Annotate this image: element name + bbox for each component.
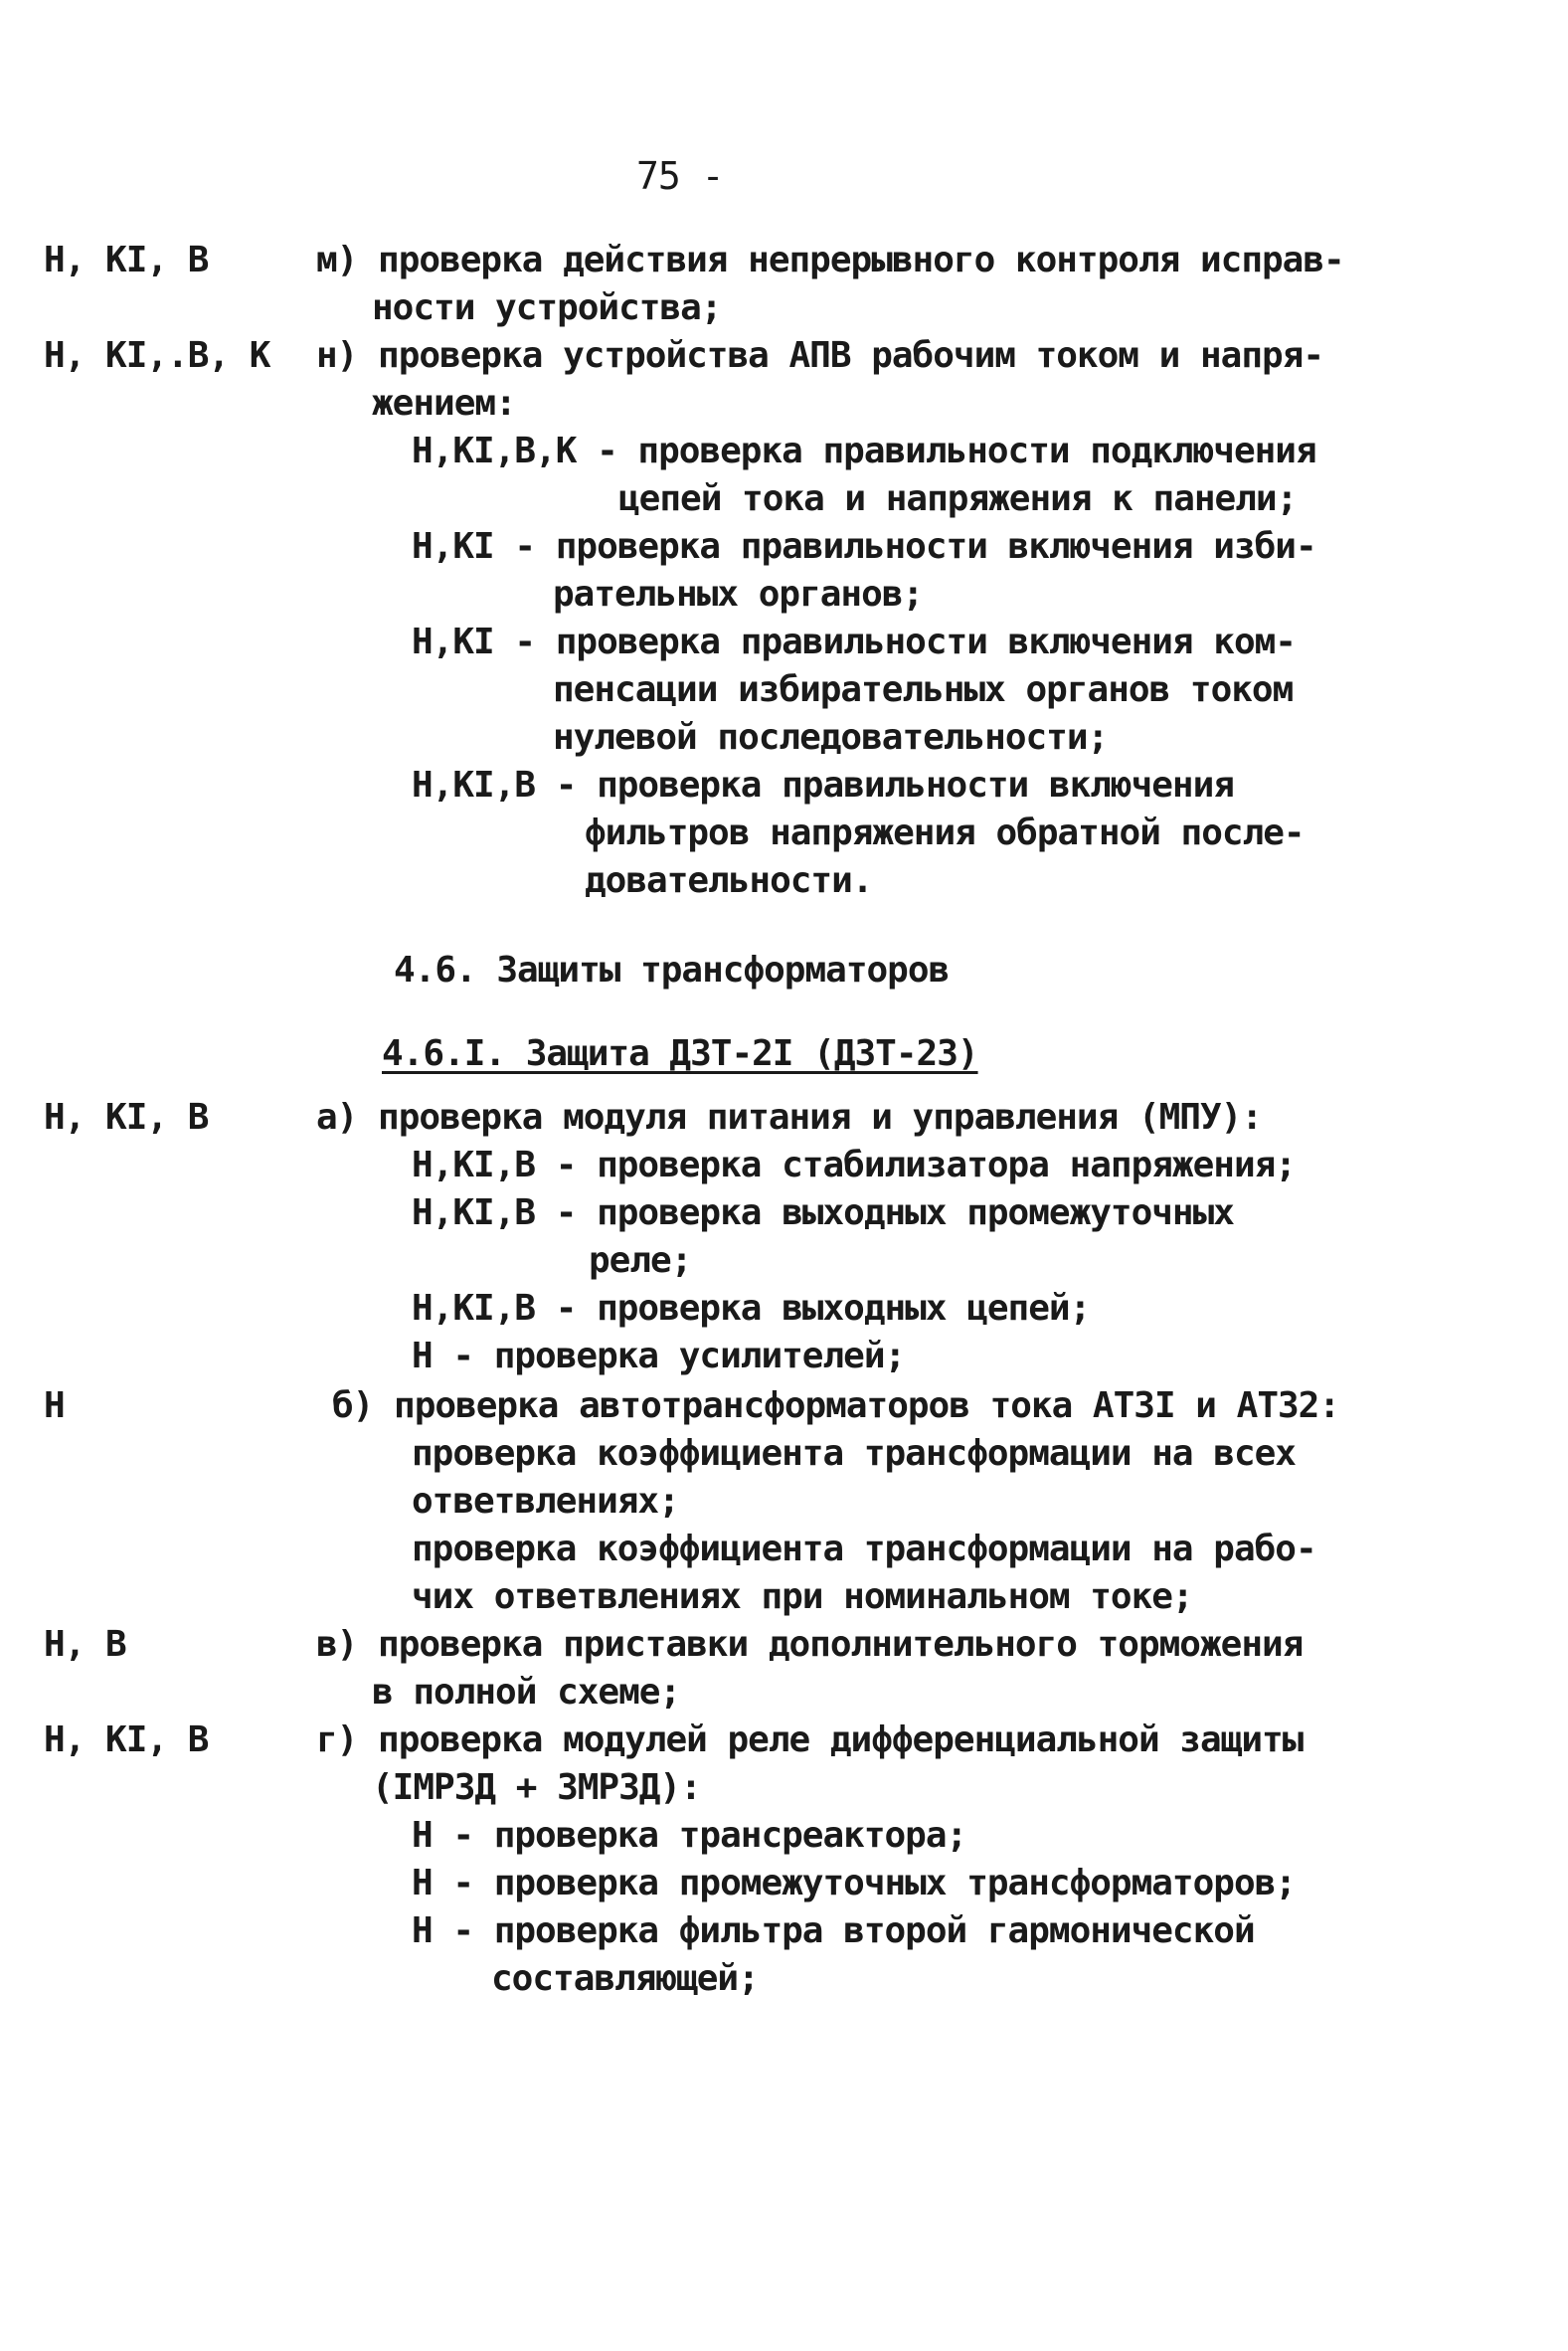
item-g-text-line2: (IМРЗД + ЗМРЗД): [372, 1767, 701, 1808]
item-n-sub3-line3: нулевой последовательности; [553, 717, 1109, 758]
item-b-sub1-line1: проверка коэффициента трансформации на всех [412, 1433, 1296, 1474]
item-n-sub3-line1: Н,КI - проверка правильности включения ком- [412, 622, 1296, 662]
item-g-sub3-line2: составляющей; [491, 1958, 759, 1999]
item-m-text-line2: ности устройства; [372, 287, 722, 328]
section-title: 4.6. Защиты трансформаторов [394, 950, 950, 991]
item-n-text-line1: н) проверка устройства АПВ рабочим током и напря- [316, 335, 1324, 376]
item-a-sub1: Н,КI,В - проверка стабилизатора напряжения; [412, 1145, 1296, 1185]
item-v-text-line2: в полной схеме; [372, 1672, 681, 1713]
item-g-sub3-line1: Н - проверка фильтра второй гармонической [412, 1910, 1255, 1951]
item-v-codes: Н, В [44, 1624, 126, 1665]
item-g-codes: Н, КI, В [44, 1719, 209, 1760]
item-n-text-line2: жением: [372, 383, 516, 424]
item-n-sub4-line2: фильтров напряжения обратной после- [585, 813, 1305, 853]
item-v-text-line1: в) проверка приставки дополнительного торможения [316, 1624, 1304, 1665]
item-g-sub2: Н - проверка промежуточных трансформаторов; [412, 1863, 1296, 1903]
item-n-sub3-line2: пенсации избирательных органов током [553, 669, 1294, 710]
item-b-sub2-line2: чих ответвлениях при номинальном токе; [412, 1576, 1193, 1617]
item-n-sub2-line2: рательных органов; [553, 574, 924, 615]
item-b-text-line1: б) проверка автотрансформаторов тока АТЗI и АТЗ2: [332, 1385, 1340, 1426]
subsection-title: 4.6.I. Защита ДЗТ-2I (ДЗТ-23) [382, 1033, 978, 1074]
item-a-sub3: Н,КI,В - проверка выходных цепей; [412, 1288, 1091, 1329]
item-a-sub4: Н - проверка усилителей; [412, 1336, 906, 1376]
item-m-text-line1: м) проверка действия непрерывного контроля исправ- [316, 240, 1344, 280]
item-n-sub2-line1: Н,КI - проверка правильности включения изби- [412, 526, 1316, 567]
item-a-sub2-line2: реле; [589, 1240, 692, 1281]
item-g-sub1: Н - проверка трансреактора; [412, 1815, 967, 1856]
item-n-codes: Н, КI,.В, К [44, 335, 270, 376]
page-number: 75 - [636, 154, 724, 198]
item-n-sub1-line1: Н,КI,В,К - проверка правильности подключения [412, 431, 1316, 471]
item-a-text-line1: а) проверка модуля питания и управления (МПУ): [316, 1097, 1262, 1138]
item-n-sub1-line2: цепей тока и напряжения к панели; [618, 478, 1298, 519]
item-n-sub4-line3: довательности. [585, 860, 873, 901]
item-a-sub2-line1: Н,КI,В - проверка выходных промежуточных [412, 1192, 1234, 1233]
item-b-codes: Н [44, 1385, 65, 1426]
item-g-text-line1: г) проверка модулей реле дифференциальной защиты [316, 1719, 1304, 1760]
item-m-codes: Н, КI, В [44, 240, 209, 280]
item-a-codes: Н, КI, В [44, 1097, 209, 1138]
item-b-sub1-line2: ответвлениях; [412, 1481, 679, 1522]
item-n-sub4-line1: Н,КI,В - проверка правильности включения [412, 765, 1234, 806]
item-b-sub2-line1: проверка коэффициента трансформации на рабо- [412, 1529, 1316, 1569]
